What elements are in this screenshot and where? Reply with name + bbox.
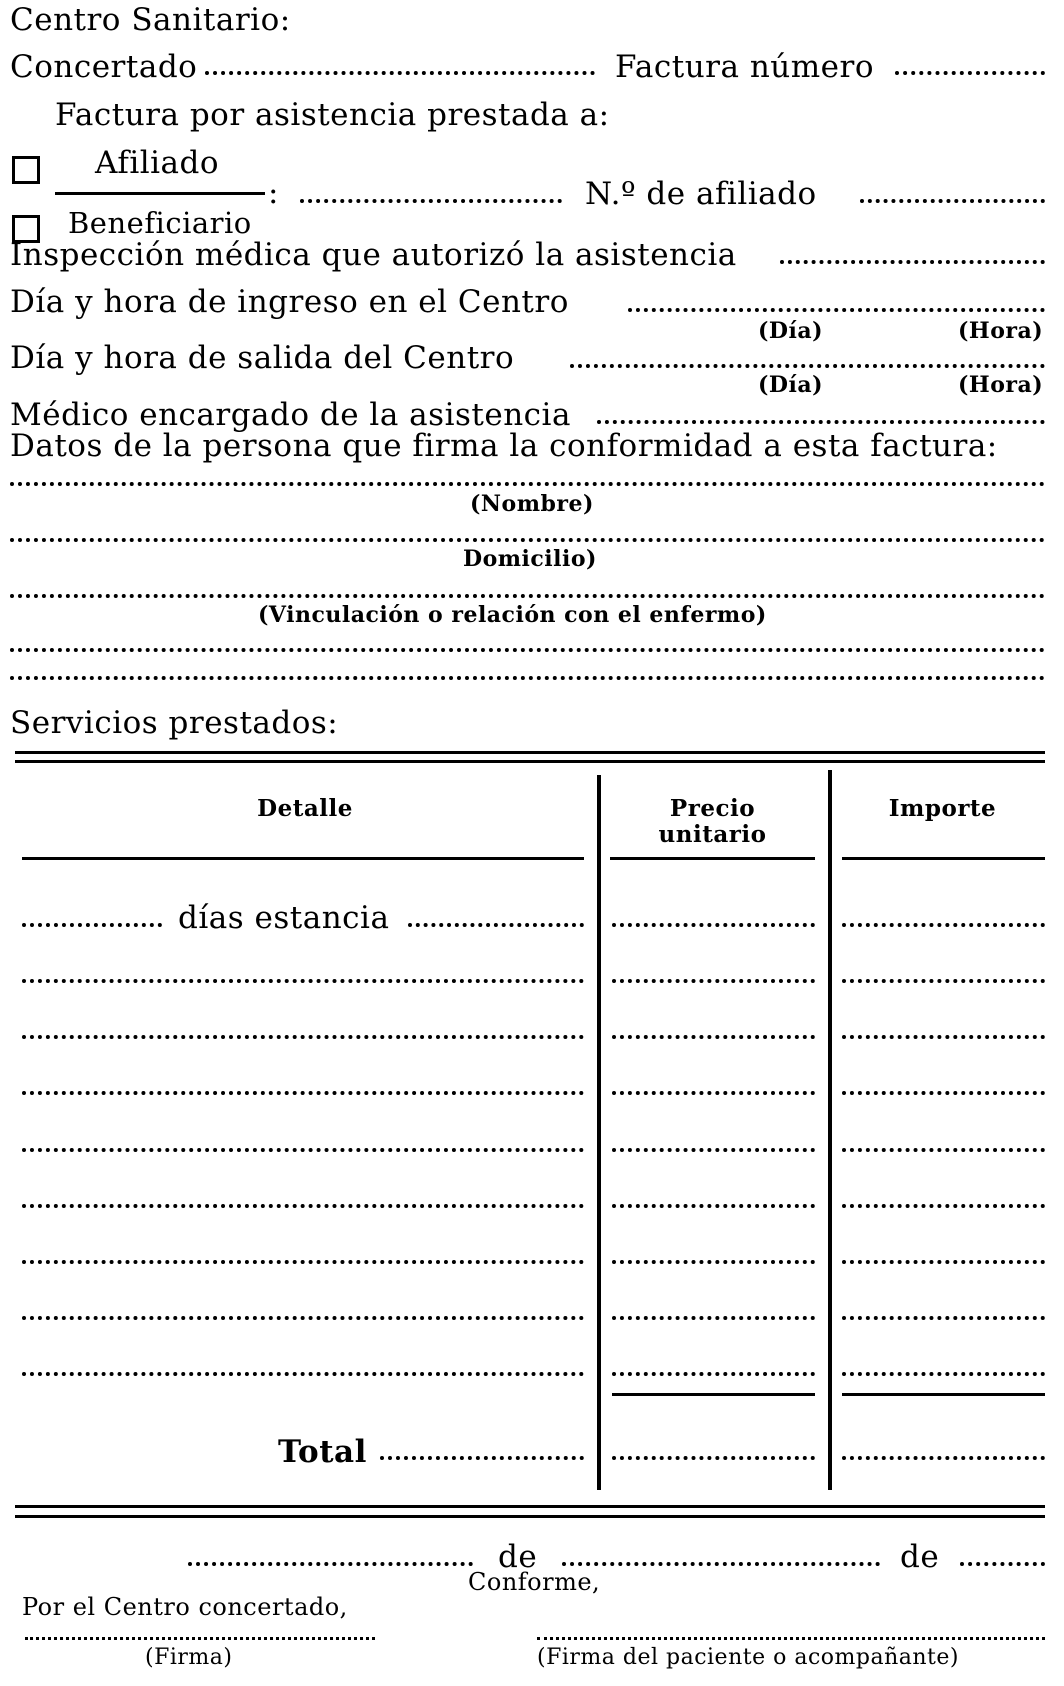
detalle-row-field[interactable] — [22, 1148, 584, 1152]
precio-subtotal-rule — [612, 1393, 815, 1396]
detalle-header-rule — [22, 857, 584, 860]
total-detalle-field[interactable] — [380, 1456, 584, 1460]
beneficiario-label: Beneficiario — [68, 206, 252, 240]
detalle-row-field[interactable] — [22, 1260, 584, 1264]
total-importe-field[interactable] — [842, 1456, 1045, 1460]
salida-hora-label: (Hora) — [958, 372, 1044, 398]
importe-subtotal-rule — [842, 1393, 1045, 1396]
place-field[interactable] — [188, 1562, 473, 1566]
numero-afiliado-label: N.º de afiliado — [585, 176, 817, 212]
table-top-rule-2 — [15, 760, 1045, 763]
ingreso-dia-label: (Día) — [758, 318, 824, 344]
importe-row-field[interactable] — [842, 1316, 1045, 1320]
medico-label: Médico encargado de la asistencia — [10, 397, 571, 433]
total-precio-field[interactable] — [612, 1456, 815, 1460]
servicios-title: Servicios prestados: — [10, 705, 339, 741]
extra-field-1[interactable] — [10, 648, 1045, 652]
detalle-row-field[interactable] — [22, 979, 584, 983]
importe-header-rule — [842, 857, 1045, 860]
precio-header-rule — [610, 857, 815, 860]
vinculacion-field[interactable] — [10, 594, 1045, 598]
table-top-rule-1 — [15, 751, 1045, 754]
importe-row-field[interactable] — [842, 1260, 1045, 1264]
detalle-row-field[interactable] — [22, 1204, 584, 1208]
importe-row-field[interactable] — [842, 1035, 1045, 1039]
col-detalle-header: Detalle — [257, 795, 353, 822]
dias-precio-field[interactable] — [612, 923, 815, 927]
col-precio-header: Precio unitario — [658, 795, 767, 848]
afiliado-separator — [55, 192, 265, 195]
concertado-label: Concertado — [10, 49, 198, 85]
vinculacion-label: (Vinculación o relación con el enfermo) — [258, 602, 767, 628]
month-field[interactable] — [562, 1562, 880, 1566]
afiliado-field[interactable] — [300, 199, 562, 203]
precio-row-field[interactable] — [612, 1204, 815, 1208]
salida-label: Día y hora de salida del Centro — [10, 340, 515, 376]
column-divider-1 — [597, 775, 601, 1490]
col-importe-header: Importe — [888, 795, 997, 822]
de-label-1: de — [498, 1539, 538, 1575]
detalle-row-field[interactable] — [22, 1316, 584, 1320]
de-label-2: de — [900, 1539, 940, 1575]
importe-row-field[interactable] — [842, 1372, 1045, 1376]
nombre-label: (Nombre) — [470, 491, 594, 517]
numero-afiliado-field[interactable] — [860, 199, 1045, 203]
factura-por-label: Factura por asistencia prestada a: — [55, 97, 610, 133]
concertado-field[interactable] — [205, 71, 595, 75]
firma-label: (Firma) — [145, 1645, 233, 1670]
precio-row-field[interactable] — [612, 1316, 815, 1320]
detalle-row-field[interactable] — [22, 1091, 584, 1095]
salida-dia-label: (Día) — [758, 372, 824, 398]
colon: : — [268, 175, 279, 211]
importe-row-field[interactable] — [842, 1091, 1045, 1095]
firma-paciente-label: (Firma del paciente o acompañante) — [537, 1645, 959, 1670]
factura-numero-label: Factura número — [615, 49, 874, 85]
precio-row-field[interactable] — [612, 1035, 815, 1039]
precio-row-field[interactable] — [612, 1372, 815, 1376]
domicilio-field[interactable] — [10, 538, 1045, 542]
detalle-row-field[interactable] — [22, 1372, 584, 1376]
importe-row-field[interactable] — [842, 979, 1045, 983]
detalle-row-field[interactable] — [22, 1035, 584, 1039]
table-bottom-rule-2 — [15, 1515, 1045, 1518]
inspeccion-label: Inspección médica que autorizó la asistencia — [10, 237, 737, 273]
ingreso-hora-label: (Hora) — [958, 318, 1044, 344]
por-centro-label: Por el Centro concertado, — [22, 1593, 348, 1621]
column-divider-2 — [828, 770, 832, 1490]
salida-field[interactable] — [570, 364, 1045, 368]
table-bottom-rule-1 — [15, 1505, 1045, 1508]
datos-persona-label: Datos de la persona que firma la conformidad a esta factura: — [10, 428, 998, 464]
precio-row-field[interactable] — [612, 1148, 815, 1152]
nombre-field[interactable] — [10, 482, 1045, 486]
extra-field-2[interactable] — [10, 676, 1045, 680]
dias-detalle-field[interactable] — [408, 923, 584, 927]
dias-count-field[interactable] — [22, 923, 162, 927]
ingreso-field[interactable] — [628, 308, 1045, 312]
afiliado-checkbox[interactable] — [12, 156, 40, 184]
dias-importe-field[interactable] — [842, 923, 1045, 927]
importe-row-field[interactable] — [842, 1204, 1045, 1208]
firma-centro-field[interactable] — [25, 1637, 375, 1640]
medico-field[interactable] — [597, 420, 1045, 424]
precio-row-field[interactable] — [612, 979, 815, 983]
afiliado-label: Afiliado — [95, 145, 220, 181]
centro-sanitario-label: Centro Sanitario: — [10, 2, 291, 38]
domicilio-label: Domicilio) — [463, 546, 597, 572]
ingreso-label: Día y hora de ingreso en el Centro — [10, 284, 569, 320]
importe-row-field[interactable] — [842, 1148, 1045, 1152]
year-field[interactable] — [960, 1562, 1045, 1566]
precio-row-field[interactable] — [612, 1260, 815, 1264]
total-label: Total — [278, 1434, 367, 1470]
firma-paciente-field[interactable] — [537, 1637, 1045, 1640]
conforme-label: Conforme, — [468, 1568, 601, 1596]
dias-estancia-label: días estancia — [178, 900, 390, 936]
factura-numero-field[interactable] — [895, 71, 1045, 75]
precio-row-field[interactable] — [612, 1091, 815, 1095]
inspeccion-field[interactable] — [780, 260, 1045, 264]
